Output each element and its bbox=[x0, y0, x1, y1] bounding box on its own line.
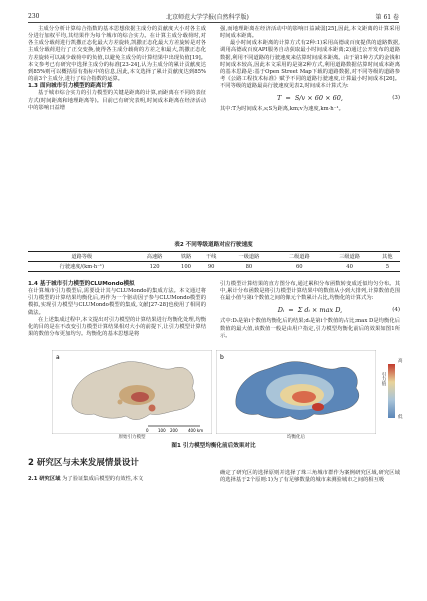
table-row-label: 行驶速度/(km·h⁻¹) bbox=[28, 262, 136, 272]
legend-color-ramp bbox=[388, 364, 395, 418]
scale-label: 0 bbox=[146, 428, 149, 433]
paragraph: 最小时间成本距离的计算方式有2种:1)采用高德或百度提供的道路数据,调用高德或百度API服务自动获取最小时间成本距离;2)通过公开发布的道路数据,利用不同道路的行驶速度来估算时间成本距离。由于第1种方式的金钱和时间成本较高,因此本文采用的是第2种方式,利用道路数据估算时间成本距离的基本思路是:基于Open Street Map下载的道路数据,对不同等级的道路参考《公路工程技术标准》赋予不同的道路行驶速度,计算最小时间成本[26]。不同等级的道路最高行驶速度见表2,时间成本计算式为: bbox=[220, 40, 400, 90]
eq3-lhs: T bbox=[277, 93, 282, 102]
paragraph: 确定了研究区的选择原则并选择了珠三角城市群作为案例研究区域,研究区域的选择基于2个原则:1)为了有足够数量的城市来测验城市之间的相互吸 bbox=[220, 470, 400, 484]
panel-label-a: a bbox=[56, 354, 60, 361]
left-column-mid bbox=[28, 281, 206, 338]
table-cell: 100 bbox=[173, 262, 198, 272]
section-2-title: 2 研究区与未来发展情景设计 bbox=[28, 458, 139, 468]
table-header-cell: 一级道路 bbox=[224, 252, 274, 262]
map-a-xlabel: 原始引力模型 bbox=[118, 435, 146, 440]
heading-text: 1.4 基于城市引力模型的CLUMondo模拟 bbox=[28, 281, 135, 287]
map-a-image bbox=[52, 350, 212, 434]
section-heading-1-4 bbox=[28, 281, 135, 287]
running-header bbox=[28, 10, 399, 22]
table-cell: 90 bbox=[199, 262, 224, 272]
table-cell: 80 bbox=[224, 262, 274, 272]
paragraph: 在上述集成过程中,本文提出对引力模型的计算结果进行均衡化处理,均衡化的目的是在不改变引力模型计算结果相对大小的前提下,让引力模型计算结果的数值分布更加均匀。均衡化的基本思想是将 bbox=[28, 316, 206, 338]
legend-low-label: 低 bbox=[398, 415, 403, 420]
map-b-xlabel: 均衡化后 bbox=[287, 435, 305, 440]
eq4-number: (4) bbox=[392, 306, 400, 313]
right-column-bottom bbox=[220, 470, 400, 484]
right-column-top bbox=[220, 26, 400, 114]
legend-title: 引力值 bbox=[381, 372, 386, 386]
scale-label: 400 km bbox=[188, 428, 204, 433]
figure-caption: 图1 引力模型均衡化前后效果对比 bbox=[171, 443, 256, 449]
paragraph-text: 为了验证集成后模型的有效性,本文 bbox=[62, 476, 144, 482]
paragraph bbox=[28, 476, 206, 483]
table-caption: 表2 不同等级道路对应行驶速度 bbox=[174, 242, 253, 248]
left-column-bottom bbox=[28, 476, 206, 483]
map-b-image bbox=[216, 350, 376, 434]
eq3-rhs: S/v × 60 × 60, bbox=[294, 93, 343, 102]
table-header-cell: 干线 bbox=[199, 252, 224, 262]
eq3-number: (3) bbox=[392, 94, 400, 101]
paragraph: 式中:Dᵢ是第i个数值均衡化后的结果;dᵢ是第i个数值的占比;max D是均衡化后数值的最大值,该数值一般是由用户指定,引力模型均衡化前后的效果如图1所示。 bbox=[220, 318, 400, 339]
paragraph: 主成分分析计算综合指数的基本思想依据主成分的贡献度大小对各主成分进行加权平均,其结果作为每个城市的综合实力。在计算主成分载荷时,对各主成分载荷进行凯撒正态化最大方差旋转,凯撒正态化最大方差旋转是对各主成分载荷进行了正交变换,使得各主成分载荷的方差之和最大,凯撒正态化方差旋转可以减少载荷中的负值,以避免主成分的计算结果中出现负值[19]。本文参考已有研究中选择主成分的标准[23-24],认为主成分的累计贡献度达到85%则可以概括原有指标中的信息,因此,本文选择了累计贡献度达到85%的前3个主成分,进行了综合指数的运算。 bbox=[28, 26, 206, 83]
panel-label-b: b bbox=[220, 354, 224, 361]
paragraph: 引力模型计算结果的直方图分布,通过累积分布函数转变成近似均匀分布。其中,累计分布函数是将引力模型计算结果中的数值从小到大排列,计算数值范围在最小值与第i个数值之间的像元个数累计占比,均衡化的计算式为: bbox=[220, 281, 400, 302]
section-heading-2-1: 2.1 研究区域 bbox=[28, 476, 61, 482]
table-header-cell: 其他 bbox=[375, 252, 400, 262]
paragraph: 强,而地理距离在经济活动中的影响日益减弱[25],因此,本文距离的计算采用时间成本距离。 bbox=[220, 26, 400, 40]
equation-4: Dᵢ = Σ dᵢ × max D, (4) bbox=[277, 305, 400, 314]
volume-label: 第 61 卷 bbox=[375, 13, 399, 21]
paragraph: 基于城市综合实力的引力模型的关键是距离的计算,而距离在不同的表征方式(时间距离和地理距离等)。目前已有研究表明,时间成本距离在经济活动中的影响日益增 bbox=[28, 90, 206, 111]
left-column-top bbox=[28, 26, 206, 112]
page-number: 230 bbox=[28, 12, 40, 20]
scale-label: 200 bbox=[170, 428, 178, 433]
scale-label: 100 bbox=[158, 428, 166, 433]
table-header-row bbox=[28, 252, 400, 262]
paragraph: 其中:T为时间成本,s;S为距离,km;v为速度,km·h⁻¹。 bbox=[220, 106, 344, 113]
paragraph: 在计算城市引力模型后,需要设计其与CLUMondo的集成方法。本文通过将引力模型的计算结果均衡化后,再作为一个驱动因子参与CLUMondo模型的模拟,实现引力模型与CLUMondo模型的集成,文献[27-28]也使用了相同的做法。 bbox=[28, 288, 206, 316]
table-row bbox=[28, 262, 400, 272]
table-cell: 5 bbox=[375, 262, 400, 272]
equation-3: T = S/v × 60 × 60, (3) bbox=[277, 93, 400, 102]
eq4-lhs: Dᵢ bbox=[277, 305, 285, 314]
table-header-cell: 高速路 bbox=[136, 252, 174, 262]
legend bbox=[380, 358, 408, 428]
journal-title: 北京师范大学学报(自然科学版) bbox=[166, 13, 249, 21]
right-column-mid bbox=[220, 281, 400, 340]
speed-table bbox=[28, 251, 400, 272]
table-cell: 40 bbox=[324, 262, 374, 272]
table-cell: 120 bbox=[136, 262, 174, 272]
table-header-cell: 二级道路 bbox=[274, 252, 324, 262]
table-header-cell: 道路等级 bbox=[28, 252, 136, 262]
table-header-cell: 三级道路 bbox=[324, 252, 374, 262]
header-rule bbox=[28, 22, 399, 23]
table-header-cell: 铁路 bbox=[173, 252, 198, 262]
section-heading-1-3: 1.3 面向城市引力模型的距离计算 bbox=[28, 83, 113, 90]
map-panel-b bbox=[216, 350, 376, 434]
legend-high-label: 高 bbox=[398, 359, 403, 364]
eq4-rhs: Σ dᵢ × max D, bbox=[297, 305, 343, 314]
map-panel-a bbox=[52, 350, 212, 434]
table-cell: 60 bbox=[274, 262, 324, 272]
